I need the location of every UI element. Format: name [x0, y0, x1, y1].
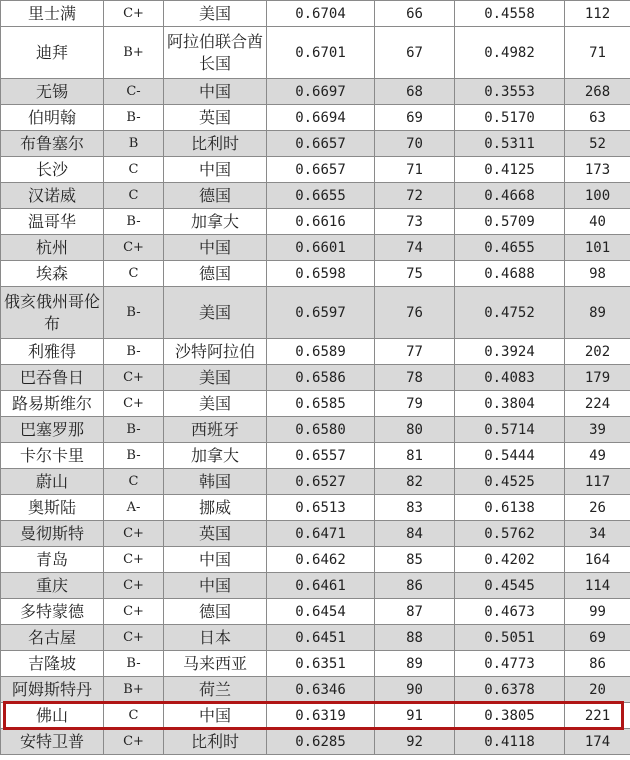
index-cell: 0.5170: [455, 105, 565, 131]
score-cell: 0.6601: [267, 235, 375, 261]
city-cell: 曼彻斯特: [1, 521, 104, 547]
city-cell: 迪拜: [1, 27, 104, 79]
count-cell: 71: [565, 27, 630, 79]
city-cell: 安特卫普: [1, 729, 104, 755]
index-cell: 0.5444: [455, 443, 565, 469]
city-cell: 伯明翰: [1, 105, 104, 131]
index-cell: 0.3924: [455, 339, 565, 365]
rank-cell: 87: [375, 599, 455, 625]
score-cell: 0.6285: [267, 729, 375, 755]
count-cell: 89: [565, 287, 630, 339]
country-cell: 中国: [164, 547, 267, 573]
table-row: [1, 573, 630, 599]
rank-cell: 79: [375, 391, 455, 417]
table-row: [1, 625, 630, 651]
city-cell: 吉隆坡: [1, 651, 104, 677]
rank-cell: 70: [375, 131, 455, 157]
score-cell: 0.6461: [267, 573, 375, 599]
grade-cell: B-: [104, 209, 164, 235]
count-cell: 20: [565, 677, 630, 703]
table-row: [1, 105, 630, 131]
country-cell: 挪威: [164, 495, 267, 521]
city-cell: 奥斯陆: [1, 495, 104, 521]
index-cell: 0.5762: [455, 521, 565, 547]
count-cell: 39: [565, 417, 630, 443]
grade-cell: C+: [104, 391, 164, 417]
table-row: [1, 339, 630, 365]
city-cell: 巴吞鲁日: [1, 365, 104, 391]
grade-cell: C+: [104, 365, 164, 391]
country-cell: 美国: [164, 365, 267, 391]
city-cell: 利雅得: [1, 339, 104, 365]
country-cell: 阿拉伯联合酋长国: [164, 27, 267, 79]
rank-cell: 89: [375, 651, 455, 677]
count-cell: 221: [565, 703, 630, 729]
score-cell: 0.6454: [267, 599, 375, 625]
country-cell: 加拿大: [164, 443, 267, 469]
score-cell: 0.6598: [267, 261, 375, 287]
rank-cell: 88: [375, 625, 455, 651]
count-cell: 112: [565, 1, 630, 27]
score-cell: 0.6346: [267, 677, 375, 703]
rank-cell: 72: [375, 183, 455, 209]
country-cell: 比利时: [164, 729, 267, 755]
rank-cell: 78: [375, 365, 455, 391]
count-cell: 114: [565, 573, 630, 599]
rank-cell: 74: [375, 235, 455, 261]
city-cell: 重庆: [1, 573, 104, 599]
grade-cell: C+: [104, 235, 164, 261]
index-cell: 0.5051: [455, 625, 565, 651]
grade-cell: B-: [104, 105, 164, 131]
index-cell: 0.4558: [455, 1, 565, 27]
count-cell: 174: [565, 729, 630, 755]
index-cell: 0.6138: [455, 495, 565, 521]
grade-cell: B+: [104, 27, 164, 79]
table-row: [1, 729, 630, 755]
index-cell: 0.4752: [455, 287, 565, 339]
city-cell: 青岛: [1, 547, 104, 573]
table-row: [1, 547, 630, 573]
index-cell: 0.4202: [455, 547, 565, 573]
city-cell: 温哥华: [1, 209, 104, 235]
country-cell: 中国: [164, 79, 267, 105]
country-cell: 德国: [164, 261, 267, 287]
country-cell: 英国: [164, 105, 267, 131]
grade-cell: C+: [104, 547, 164, 573]
country-cell: 沙特阿拉伯: [164, 339, 267, 365]
count-cell: 100: [565, 183, 630, 209]
score-cell: 0.6694: [267, 105, 375, 131]
count-cell: 40: [565, 209, 630, 235]
table-row: [1, 521, 630, 547]
country-cell: 美国: [164, 287, 267, 339]
country-cell: 中国: [164, 235, 267, 261]
table-row: [1, 79, 630, 105]
score-cell: 0.6697: [267, 79, 375, 105]
grade-cell: A-: [104, 495, 164, 521]
rank-cell: 80: [375, 417, 455, 443]
score-cell: 0.6451: [267, 625, 375, 651]
table-row: [1, 1, 630, 27]
index-cell: 0.6378: [455, 677, 565, 703]
city-cell: 无锡: [1, 79, 104, 105]
country-cell: 英国: [164, 521, 267, 547]
rank-cell: 77: [375, 339, 455, 365]
score-cell: 0.6657: [267, 157, 375, 183]
country-cell: 德国: [164, 183, 267, 209]
country-cell: 荷兰: [164, 677, 267, 703]
table-row: [1, 651, 630, 677]
table-row: [1, 209, 630, 235]
count-cell: 34: [565, 521, 630, 547]
index-cell: 0.5714: [455, 417, 565, 443]
count-cell: 63: [565, 105, 630, 131]
count-cell: 173: [565, 157, 630, 183]
count-cell: 202: [565, 339, 630, 365]
city-cell: 卡尔卡里: [1, 443, 104, 469]
index-cell: 0.4773: [455, 651, 565, 677]
grade-cell: C+: [104, 521, 164, 547]
score-cell: 0.6557: [267, 443, 375, 469]
country-cell: 日本: [164, 625, 267, 651]
rank-cell: 76: [375, 287, 455, 339]
rank-cell: 67: [375, 27, 455, 79]
city-cell: 布鲁塞尔: [1, 131, 104, 157]
count-cell: 98: [565, 261, 630, 287]
city-cell: 里士满: [1, 1, 104, 27]
table-row: [1, 677, 630, 703]
table-row: [1, 443, 630, 469]
country-cell: 西班牙: [164, 417, 267, 443]
index-cell: 0.4982: [455, 27, 565, 79]
rank-cell: 90: [375, 677, 455, 703]
table-row: [1, 365, 630, 391]
country-cell: 中国: [164, 157, 267, 183]
city-cell: 俄亥俄州哥伦布: [1, 287, 104, 339]
rank-cell: 91: [375, 703, 455, 729]
rank-cell: 75: [375, 261, 455, 287]
city-cell: 巴塞罗那: [1, 417, 104, 443]
table-row: [1, 27, 630, 79]
country-cell: 中国: [164, 573, 267, 599]
count-cell: 164: [565, 547, 630, 573]
grade-cell: B-: [104, 287, 164, 339]
table-row: [1, 261, 630, 287]
count-cell: 69: [565, 625, 630, 651]
rank-cell: 73: [375, 209, 455, 235]
rank-cell: 81: [375, 443, 455, 469]
count-cell: 26: [565, 495, 630, 521]
country-cell: 加拿大: [164, 209, 267, 235]
score-cell: 0.6462: [267, 547, 375, 573]
country-cell: 马来西亚: [164, 651, 267, 677]
table-row: [1, 495, 630, 521]
table-row: [1, 157, 630, 183]
count-cell: 224: [565, 391, 630, 417]
country-cell: 韩国: [164, 469, 267, 495]
count-cell: 117: [565, 469, 630, 495]
count-cell: 49: [565, 443, 630, 469]
index-cell: 0.3804: [455, 391, 565, 417]
city-cell: 阿姆斯特丹: [1, 677, 104, 703]
count-cell: 268: [565, 79, 630, 105]
score-cell: 0.6704: [267, 1, 375, 27]
grade-cell: C-: [104, 79, 164, 105]
table-row: [1, 131, 630, 157]
grade-cell: C: [104, 183, 164, 209]
score-cell: 0.6589: [267, 339, 375, 365]
index-cell: 0.4125: [455, 157, 565, 183]
rank-cell: 68: [375, 79, 455, 105]
score-cell: 0.6655: [267, 183, 375, 209]
city-cell: 汉诺威: [1, 183, 104, 209]
city-cell: 多特蒙德: [1, 599, 104, 625]
grade-cell: C: [104, 261, 164, 287]
rank-cell: 82: [375, 469, 455, 495]
index-cell: 0.4655: [455, 235, 565, 261]
grade-cell: C: [104, 157, 164, 183]
rank-cell: 66: [375, 1, 455, 27]
table-row: [1, 391, 630, 417]
index-cell: 0.3805: [455, 703, 565, 729]
table-row: [1, 183, 630, 209]
city-cell: 路易斯维尔: [1, 391, 104, 417]
city-cell: 名古屋: [1, 625, 104, 651]
country-cell: 比利时: [164, 131, 267, 157]
count-cell: 99: [565, 599, 630, 625]
score-cell: 0.6701: [267, 27, 375, 79]
country-cell: 中国: [164, 703, 267, 729]
city-cell: 埃森: [1, 261, 104, 287]
grade-cell: B-: [104, 417, 164, 443]
count-cell: 101: [565, 235, 630, 261]
index-cell: 0.4673: [455, 599, 565, 625]
grade-cell: C+: [104, 729, 164, 755]
score-cell: 0.6471: [267, 521, 375, 547]
index-cell: 0.4688: [455, 261, 565, 287]
index-cell: 0.4083: [455, 365, 565, 391]
score-cell: 0.6597: [267, 287, 375, 339]
score-cell: 0.6657: [267, 131, 375, 157]
count-cell: 86: [565, 651, 630, 677]
grade-cell: C+: [104, 599, 164, 625]
index-cell: 0.4668: [455, 183, 565, 209]
count-cell: 52: [565, 131, 630, 157]
score-cell: 0.6580: [267, 417, 375, 443]
grade-cell: C+: [104, 625, 164, 651]
table-row: [1, 417, 630, 443]
city-cell: 长沙: [1, 157, 104, 183]
index-cell: 0.5709: [455, 209, 565, 235]
country-cell: 德国: [164, 599, 267, 625]
index-cell: 0.4525: [455, 469, 565, 495]
table-row: [1, 599, 630, 625]
grade-cell: C: [104, 469, 164, 495]
country-cell: 美国: [164, 1, 267, 27]
table-row: [1, 469, 630, 495]
table-body: [1, 1, 630, 755]
table-row-highlighted: [1, 703, 630, 729]
grade-cell: C+: [104, 1, 164, 27]
score-cell: 0.6616: [267, 209, 375, 235]
score-cell: 0.6585: [267, 391, 375, 417]
grade-cell: C+: [104, 573, 164, 599]
country-cell: 美国: [164, 391, 267, 417]
count-cell: 179: [565, 365, 630, 391]
index-cell: 0.4545: [455, 573, 565, 599]
index-cell: 0.4118: [455, 729, 565, 755]
score-cell: 0.6351: [267, 651, 375, 677]
grade-cell: B-: [104, 443, 164, 469]
score-cell: 0.6527: [267, 469, 375, 495]
score-cell: 0.6586: [267, 365, 375, 391]
rank-cell: 92: [375, 729, 455, 755]
grade-cell: B+: [104, 677, 164, 703]
rank-cell: 85: [375, 547, 455, 573]
city-cell: 蔚山: [1, 469, 104, 495]
rank-cell: 83: [375, 495, 455, 521]
rank-cell: 69: [375, 105, 455, 131]
rank-cell: 84: [375, 521, 455, 547]
city-cell: 佛山: [1, 703, 104, 729]
grade-cell: B: [104, 131, 164, 157]
index-cell: 0.3553: [455, 79, 565, 105]
rank-cell: 71: [375, 157, 455, 183]
table-row: [1, 235, 630, 261]
score-cell: 0.6513: [267, 495, 375, 521]
table-row: [1, 287, 630, 339]
index-cell: 0.5311: [455, 131, 565, 157]
score-cell: 0.6319: [267, 703, 375, 729]
grade-cell: B-: [104, 339, 164, 365]
rank-cell: 86: [375, 573, 455, 599]
grade-cell: C: [104, 703, 164, 729]
grade-cell: B-: [104, 651, 164, 677]
city-cell: 杭州: [1, 235, 104, 261]
